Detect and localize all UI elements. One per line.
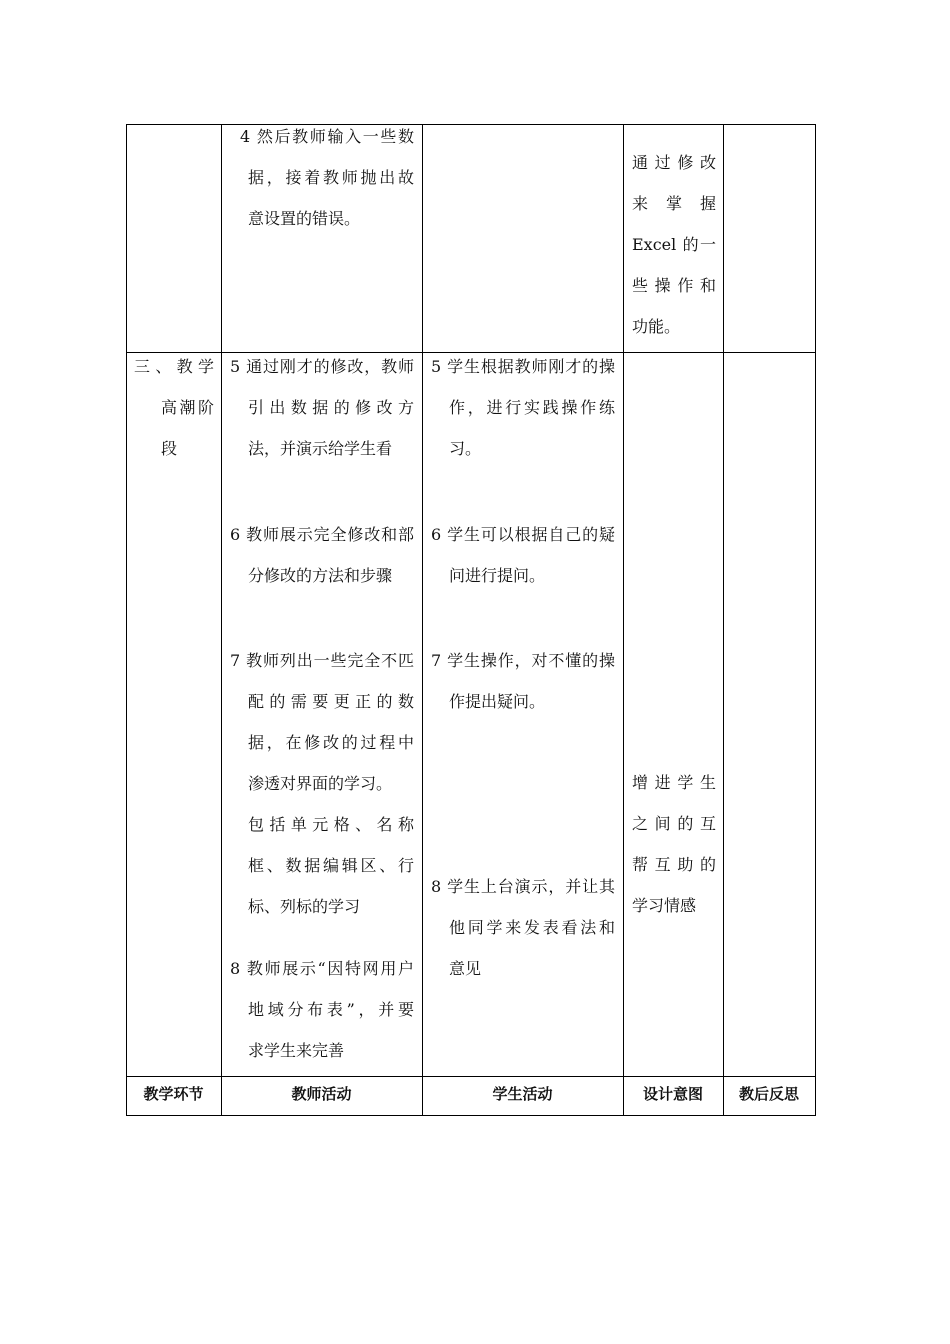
teacher-item-line: 地域分布表”，并要 xyxy=(248,1000,414,1019)
teacher-activity-cell xyxy=(230,514,414,596)
teacher-activity-cell xyxy=(230,948,414,1071)
header-stage: 教学环节 xyxy=(143,1085,204,1103)
teacher-activity-cell xyxy=(230,346,414,469)
design-line: Excel 的一 xyxy=(632,235,716,254)
teacher-item-line: 分修改的方法和步骤 xyxy=(248,566,393,585)
student-activity-cell xyxy=(431,640,615,722)
design-line: 来 掌 握 xyxy=(632,194,716,213)
design-line: 通过修改 xyxy=(632,153,716,172)
teacher-item-line: 法，并演示给学生看 xyxy=(248,439,393,458)
design-intent-cell xyxy=(632,142,716,347)
header-student-activity: 学生活动 xyxy=(492,1085,553,1103)
design-line: 功能。 xyxy=(632,317,681,336)
column-divider xyxy=(623,124,624,1116)
student-item-line: 作提出疑问。 xyxy=(449,692,546,711)
student-item-line: 他同学来发表看法和 xyxy=(449,918,615,937)
student-item-first-line: 7 学生操作，对不懂的操 xyxy=(431,651,615,670)
student-activity-cell xyxy=(431,346,615,469)
teacher-item-first-line: 8 教师展示“因特网用户 xyxy=(230,959,414,978)
row-divider xyxy=(126,1076,816,1077)
design-line: 学习情感 xyxy=(632,896,697,915)
teacher-item-line: 配的需要更正的数 xyxy=(248,692,414,711)
stage-line: 段 xyxy=(161,439,178,458)
teacher-item-line: 引出数据的修改方 xyxy=(248,398,414,417)
teacher-item-first-line: 7 教师列出一些完全不匹 xyxy=(230,651,414,670)
design-line: 些操作和 xyxy=(632,276,716,295)
teacher-item-line: 意设置的错误。 xyxy=(248,209,361,228)
student-item-line: 意见 xyxy=(449,959,482,978)
student-item-first-line: 6 学生可以根据自己的疑 xyxy=(431,525,615,544)
student-item-line: 习。 xyxy=(449,439,482,458)
column-divider xyxy=(723,124,724,1116)
header-teacher-activity: 教师活动 xyxy=(291,1085,352,1103)
teacher-item-line: 标、列标的学习 xyxy=(248,897,361,916)
teacher-item-line: 求学生来完善 xyxy=(248,1041,345,1060)
teacher-item-first-line: 4 然后教师输入一些数 xyxy=(240,127,414,146)
teacher-activity-cell xyxy=(230,640,414,927)
teacher-item-line: 框、数据编辑区、行 xyxy=(248,856,414,875)
design-line: 之间的互 xyxy=(632,814,716,833)
column-divider xyxy=(221,124,222,1116)
stage-line: 高潮阶 xyxy=(161,398,214,417)
student-item-first-line: 8 学生上台演示，并让其 xyxy=(431,877,615,896)
teacher-item-line: 渗透对界面的学习。 xyxy=(248,774,393,793)
teacher-item-line: 据，在修改的过程中 xyxy=(248,733,414,752)
header-reflection: 教后反思 xyxy=(738,1085,799,1103)
design-line: 增进学生 xyxy=(632,773,716,792)
student-activity-cell xyxy=(431,514,615,596)
student-item-line: 作，进行实践操作练 xyxy=(449,398,615,417)
header-design-intent: 设计意图 xyxy=(642,1085,703,1103)
student-item-first-line: 5 学生根据教师刚才的操 xyxy=(431,357,615,376)
student-activity-cell xyxy=(431,866,615,989)
teacher-item-line: 包括单元格、名称 xyxy=(248,815,414,834)
stage-cell xyxy=(134,346,214,469)
lesson-plan-table xyxy=(126,124,816,1116)
table-border-right xyxy=(815,124,816,1116)
column-divider xyxy=(422,124,423,1116)
teacher-item-first-line: 5 通过刚才的修改，教师 xyxy=(230,357,414,376)
teacher-item-first-line: 6 教师展示完全修改和部 xyxy=(230,525,414,544)
design-intent-cell xyxy=(632,762,716,926)
teacher-item-line: 据，接着教师抛出故 xyxy=(248,168,414,187)
design-line: 帮互助的 xyxy=(632,855,716,874)
teacher-activity-cell xyxy=(230,116,414,239)
student-item-line: 问进行提问。 xyxy=(449,566,546,585)
table-border-left xyxy=(126,124,127,1116)
stage-line: 三、教学 xyxy=(134,357,214,376)
